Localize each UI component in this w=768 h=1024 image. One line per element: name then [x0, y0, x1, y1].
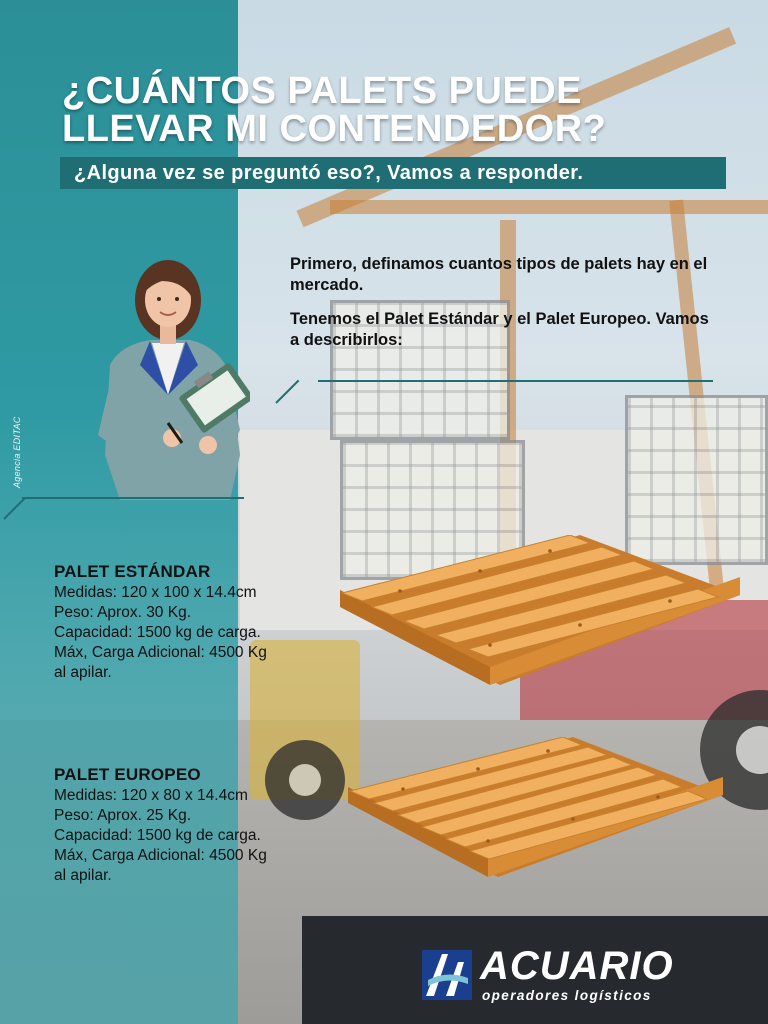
footer-logo-area	[302, 916, 768, 1024]
standard-pallet-title: PALET ESTÁNDAR	[54, 562, 211, 581]
spec-line: Capacidad: 1500 kg de carga.	[54, 624, 261, 641]
intro-text	[290, 254, 720, 364]
spec-line: al apilar.	[54, 664, 112, 681]
spec-line: Peso: Aprox. 30 Kg.	[54, 604, 192, 621]
spec-line: Peso: Aprox. 25 Kg.	[54, 807, 192, 824]
standard-pallet-spec	[54, 562, 267, 683]
spec-line: Máx, Carga Adicional: 4500 Kg	[54, 847, 267, 864]
headline-line-1: ¿CUÁNTOS PALETS PUEDE	[62, 70, 583, 112]
intro-paragraph-1: Primero, definamos cuantos tipos de palets hay en el mercado.	[290, 255, 708, 294]
standard-pallet-illustration	[340, 535, 740, 690]
crane-beam	[330, 200, 768, 214]
businesswoman-illustration	[80, 255, 250, 500]
spec-line: Máx, Carga Adicional: 4500 Kg	[54, 644, 267, 661]
european-pallet-title: PALET EUROPEO	[54, 765, 201, 784]
logo-wordmark: ACUARIO	[480, 944, 674, 988]
forklift-wheel	[265, 740, 345, 820]
spec-line: Medidas: 120 x 80 x 14.4cm	[54, 787, 248, 804]
logo-tagline: operadores logísticos	[482, 988, 652, 1003]
european-pallet-spec	[54, 765, 267, 886]
divider-line	[22, 497, 244, 499]
headline-line-2: LLEVAR MI CONTENDEDOR?	[62, 108, 607, 150]
intro-paragraph-2: Tenemos el Palet Estándar y el Palet Europeo. Vamos a describirlos:	[290, 310, 709, 349]
acuario-logo-icon	[422, 950, 472, 1000]
spec-line: Capacidad: 1500 kg de carga.	[54, 827, 261, 844]
agency-watermark: Agencia EDITAC	[12, 416, 22, 488]
subtitle-bar: ¿Alguna vez se preguntó eso?, Vamos a responder.	[60, 157, 726, 189]
spec-line: Medidas: 120 x 100 x 14.4cm	[54, 584, 257, 601]
spec-line: al apilar.	[54, 867, 112, 884]
headline	[62, 72, 762, 148]
european-pallet-illustration	[348, 737, 723, 882]
divider-line	[318, 380, 713, 382]
